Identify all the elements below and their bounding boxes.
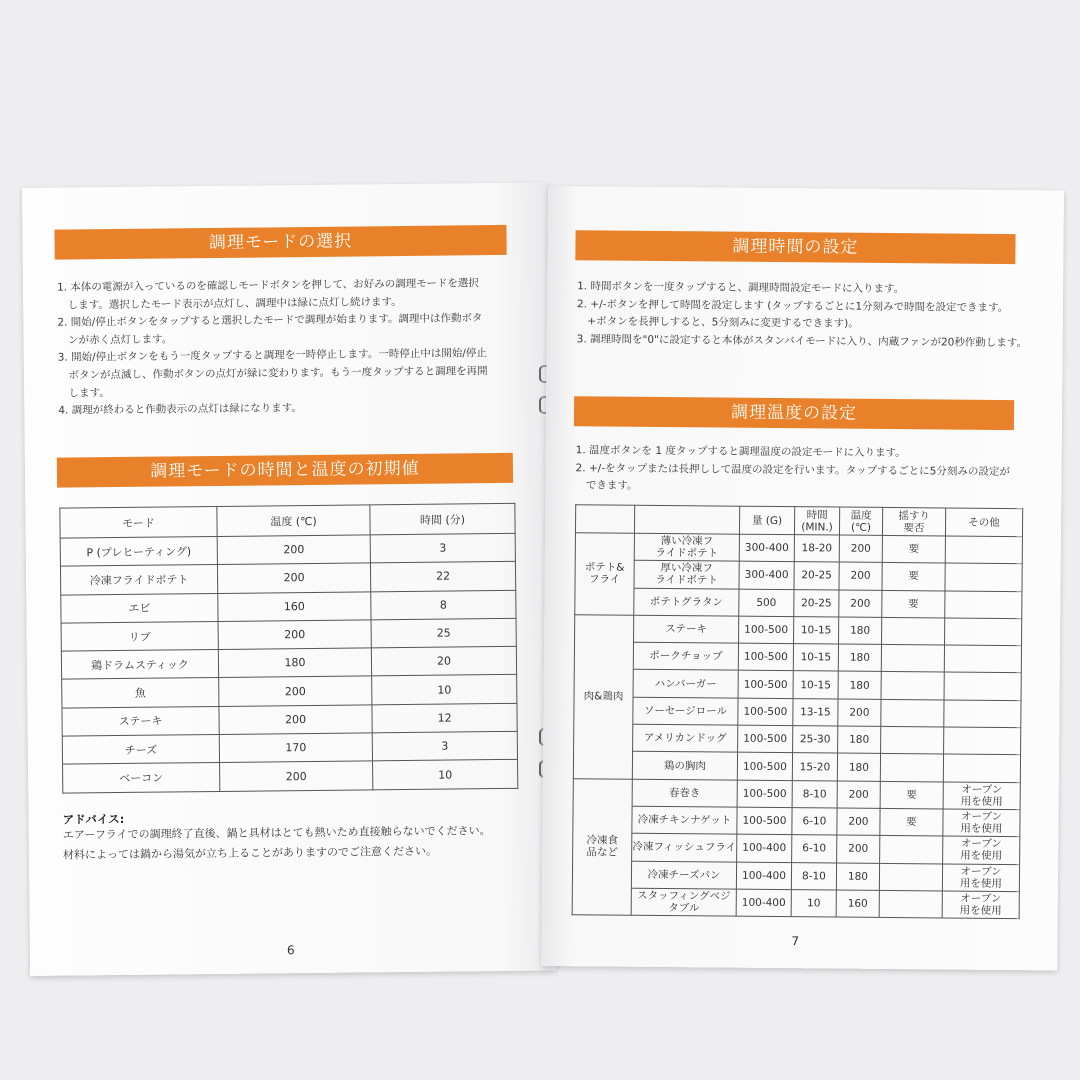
table-cell: ステーキ xyxy=(62,706,219,736)
table-cell xyxy=(882,617,945,645)
table-cell: 20-25 xyxy=(794,589,839,617)
table-cell: 200 xyxy=(838,699,881,727)
table-cell: スタッフィングベジ タブル xyxy=(631,888,736,916)
table-row xyxy=(574,669,1021,700)
table-row xyxy=(63,760,518,793)
table-cell: 25-30 xyxy=(793,726,838,754)
table-cell xyxy=(943,754,1020,782)
table-cell: 10-15 xyxy=(793,671,838,699)
table-cell: 200 xyxy=(839,590,882,618)
table-cell: 200 xyxy=(837,781,880,809)
table-cell: ソーセージロール xyxy=(633,697,738,725)
advice-line: 材料によっては鍋から湯気が立ち上ることがありますのでご注意ください。 xyxy=(62,844,438,862)
table-cell xyxy=(880,836,943,864)
table-cell: オーブン 用を使用 xyxy=(942,891,1019,919)
column-header: 揺すり 要否 xyxy=(882,507,945,536)
table-cell: 要 xyxy=(882,590,945,618)
table-header-row xyxy=(575,505,1022,537)
table-cell: 200 xyxy=(217,535,370,565)
table-cell: 300-400 xyxy=(739,534,794,562)
column-header: モード xyxy=(60,506,217,538)
table-cell: ポークチョップ xyxy=(633,642,738,670)
table-row xyxy=(573,778,1020,809)
instruction-line: ボタンが点滅し、作動ボタンの点灯が緑に変わります。もう一度タップすると調理を再開 xyxy=(57,365,488,382)
time-setting-instructions xyxy=(577,278,1058,353)
table-row xyxy=(574,697,1021,728)
table-cell: 3 xyxy=(372,731,517,761)
instruction-line: +ボタンを長押しすると、5分刻みに変更するできます)。 xyxy=(576,315,859,330)
table-cell: 6-10 xyxy=(792,808,837,836)
table-cell: 18-20 xyxy=(794,535,839,563)
instruction-line: 2. 開始/停止ボタンをタップすると選択したモードで調理が始まります。調理中は作動ボタ xyxy=(57,312,483,329)
right-page xyxy=(541,186,1064,970)
instruction-line: 1. 温度ボタンを 1 度タップすると調理温度の設定モードに入ります。 xyxy=(575,444,906,460)
table-row xyxy=(575,533,1022,564)
table-cell: 180 xyxy=(839,617,882,645)
table-row xyxy=(573,833,1020,864)
table-cell: 200 xyxy=(219,676,372,706)
table-cell: 200 xyxy=(837,808,880,836)
table-cell: 魚 xyxy=(62,678,219,708)
table-cell: 100-500 xyxy=(737,807,792,835)
table-row xyxy=(575,615,1022,646)
table-cell: 200 xyxy=(839,535,882,563)
table-cell: 3 xyxy=(370,533,515,563)
table-cell: 薄い冷凍フ ライドポテト xyxy=(634,533,739,561)
table-cell: 100-500 xyxy=(737,780,792,808)
table-cell: 100-500 xyxy=(737,753,792,781)
left-page xyxy=(22,182,556,975)
table-cell: 200 xyxy=(839,562,882,590)
table-cell: 300-400 xyxy=(739,561,794,589)
table-cell: 10-15 xyxy=(794,617,839,645)
table-cell: 180 xyxy=(836,863,879,891)
table-cell: 200 xyxy=(218,620,371,650)
table-cell: 10 xyxy=(372,675,517,705)
advice-line: エアーフライでの調理終了直後、鍋と具材はとても熱いため直接触らないでください。 xyxy=(62,824,491,842)
instruction-line: 1. 本体の電源が入っているのを確認しモードボタンを押して、お好みの調理モードを選択 xyxy=(56,277,479,294)
table-cell: 10 xyxy=(791,890,836,918)
table-cell xyxy=(879,890,942,918)
table-cell: チーズ xyxy=(62,735,219,765)
column-header: 時間 (MIN.) xyxy=(794,507,839,535)
table-cell: 100-500 xyxy=(738,725,793,753)
table-cell: 鶏ドラムスティック xyxy=(61,650,218,680)
table-cell: 要 xyxy=(882,535,945,563)
table-cell xyxy=(944,700,1021,728)
table-cell: 22 xyxy=(370,562,515,592)
table-cell xyxy=(944,727,1021,755)
table-cell: 8-10 xyxy=(791,862,836,890)
category-cell: ポテト& フライ xyxy=(575,533,635,615)
table-cell: 10-15 xyxy=(793,644,838,672)
advice-text xyxy=(63,821,533,866)
table-cell: 160 xyxy=(218,591,371,621)
table-cell: 100-500 xyxy=(739,616,794,644)
table-cell: 100-500 xyxy=(738,643,793,671)
table-row xyxy=(573,806,1020,837)
table-cell: 160 xyxy=(836,890,879,918)
instruction-line: ンが赤く点灯します。 xyxy=(57,333,173,347)
instruction-line: します。 xyxy=(58,386,110,400)
table-cell: 20-25 xyxy=(794,562,839,590)
table-cell: アメリカンドッグ xyxy=(633,724,738,752)
table-row xyxy=(572,888,1019,919)
table-header-row xyxy=(60,503,515,538)
table-cell: 要 xyxy=(880,781,943,809)
column-header: 温度 (℃) xyxy=(217,505,370,537)
instruction-line: 3. 開始/停止ボタンをもう一度タップすると調理を一時停止します。一時停止中は開始/停止 xyxy=(57,347,487,365)
table-cell xyxy=(944,672,1021,700)
table-cell: 冷凍フィッシュフライ xyxy=(632,834,737,862)
table-cell: オーブン 用を使用 xyxy=(943,836,1020,864)
page-number: 6 xyxy=(286,943,295,958)
instruction-line: できます。 xyxy=(575,479,638,492)
table-cell: 要 xyxy=(882,563,945,591)
table-cell xyxy=(881,727,944,755)
table-cell: 春巻き xyxy=(632,779,737,807)
table-cell: 8-10 xyxy=(792,780,837,808)
table-cell: 冷凍フライドポテト xyxy=(60,565,217,595)
column-header xyxy=(575,505,634,534)
table-cell: 200 xyxy=(220,761,373,791)
mode-select-instructions xyxy=(57,275,528,421)
column-header: 量 (G) xyxy=(739,506,794,534)
table-cell: オーブン 用を使用 xyxy=(943,782,1020,810)
table-cell: 100-400 xyxy=(736,889,791,917)
advice-title: アドバイス: xyxy=(62,811,125,827)
table-cell: 8 xyxy=(371,590,516,620)
table-cell: 6-10 xyxy=(792,835,837,863)
table-cell: 200 xyxy=(837,835,880,863)
table-cell: 13-15 xyxy=(793,698,838,726)
table-cell: ハンバーガー xyxy=(633,670,738,698)
table-cell: 要 xyxy=(880,808,943,836)
table-cell xyxy=(881,645,944,673)
table-cell: 200 xyxy=(219,705,372,735)
table-row xyxy=(575,587,1022,618)
table-cell: 180 xyxy=(218,648,371,678)
table-cell: 180 xyxy=(838,644,881,672)
table-cell: 200 xyxy=(217,563,370,593)
instruction-line: 3. 調理時間を"0"に設定すると本体がスタンバイモードに入り、内蔵ファンが20秒作動します。 xyxy=(576,333,1028,349)
table-cell: 冷凍チーズパン xyxy=(631,861,736,889)
table-row xyxy=(572,860,1019,891)
instruction-line: 2. +/-ボタンを押して時間を設定します (タップするごとに1分刻みで時間を設定できます。 xyxy=(576,297,1009,314)
table-cell xyxy=(944,645,1021,673)
default-values-table xyxy=(59,503,518,793)
table-cell: リブ xyxy=(61,621,218,651)
section-title-temperature-setting: 調理温度の設定 xyxy=(574,396,1014,430)
table-cell xyxy=(945,618,1022,646)
table-cell: オーブン 用を使用 xyxy=(943,809,1020,837)
table-cell: 10 xyxy=(373,760,518,790)
instruction-line: 2. +/-をタップまたは長押しして温度の設定を行います。タップするごとに5分刻みの設定が xyxy=(575,461,1010,478)
table-cell: 100-500 xyxy=(738,671,793,699)
table-cell: 12 xyxy=(372,703,517,733)
table-cell xyxy=(879,863,942,891)
table-cell: 鶏の胸肉 xyxy=(632,752,737,780)
table-cell: 500 xyxy=(739,589,794,617)
table-cell: 180 xyxy=(838,726,881,754)
column-header xyxy=(634,505,739,534)
table-row xyxy=(573,751,1020,782)
section-title-time-setting: 調理時間の設定 xyxy=(575,230,1015,264)
table-cell: 180 xyxy=(837,753,880,781)
table-cell xyxy=(880,754,943,782)
column-header: 温度 (℃) xyxy=(839,507,882,535)
table-cell: 170 xyxy=(219,733,372,763)
table-cell xyxy=(945,536,1022,564)
table-cell xyxy=(881,672,944,700)
category-cell: 肉&鶏肉 xyxy=(573,615,633,779)
instruction-line: 4. 調理が終わると作動表示の点灯は緑になります。 xyxy=(58,402,302,417)
table-cell xyxy=(881,699,944,727)
table-cell: 25 xyxy=(371,618,516,648)
category-cell: 冷凍食 品など xyxy=(572,778,632,915)
instruction-line: します。選択したモード表示が点灯し、調理中は緑に点灯し続けます。 xyxy=(57,295,402,312)
table-cell: 100-400 xyxy=(737,834,792,862)
table-cell: ステーキ xyxy=(634,615,739,643)
table-cell xyxy=(945,591,1022,619)
table-cell xyxy=(945,563,1022,591)
cooking-guide-table xyxy=(572,504,1024,919)
table-cell: 15-20 xyxy=(792,753,837,781)
column-header: その他 xyxy=(945,508,1022,537)
table-cell: 100-500 xyxy=(738,698,793,726)
table-cell: 冷凍チキンナゲット xyxy=(632,806,737,834)
table-cell: 20 xyxy=(371,647,516,677)
table-cell: オーブン 用を使用 xyxy=(942,864,1019,892)
section-title-mode-select: 調理モードの選択 xyxy=(54,225,506,260)
table-cell: ポテトグラタン xyxy=(634,588,739,616)
column-header: 時間 (分) xyxy=(370,503,515,535)
table-row xyxy=(574,724,1021,755)
temperature-setting-instructions xyxy=(575,442,1055,499)
table-cell: 180 xyxy=(838,672,881,700)
table-row xyxy=(575,560,1022,591)
table-cell: ベーコン xyxy=(63,763,220,793)
table-cell: 100-400 xyxy=(736,862,791,890)
page-number: 7 xyxy=(791,934,800,949)
table-cell: エビ xyxy=(61,593,218,623)
table-cell: 厚い冷凍フ ライドポテト xyxy=(634,561,739,589)
instruction-line: 1. 時間ボタンを一度タップすると、調理時間設定モードに入ります。 xyxy=(577,280,905,296)
table-cell: P (プレヒーティング) xyxy=(60,536,217,566)
section-title-default-values: 調理モードの時間と温度の初期値 xyxy=(57,453,513,488)
table-row xyxy=(574,642,1021,673)
